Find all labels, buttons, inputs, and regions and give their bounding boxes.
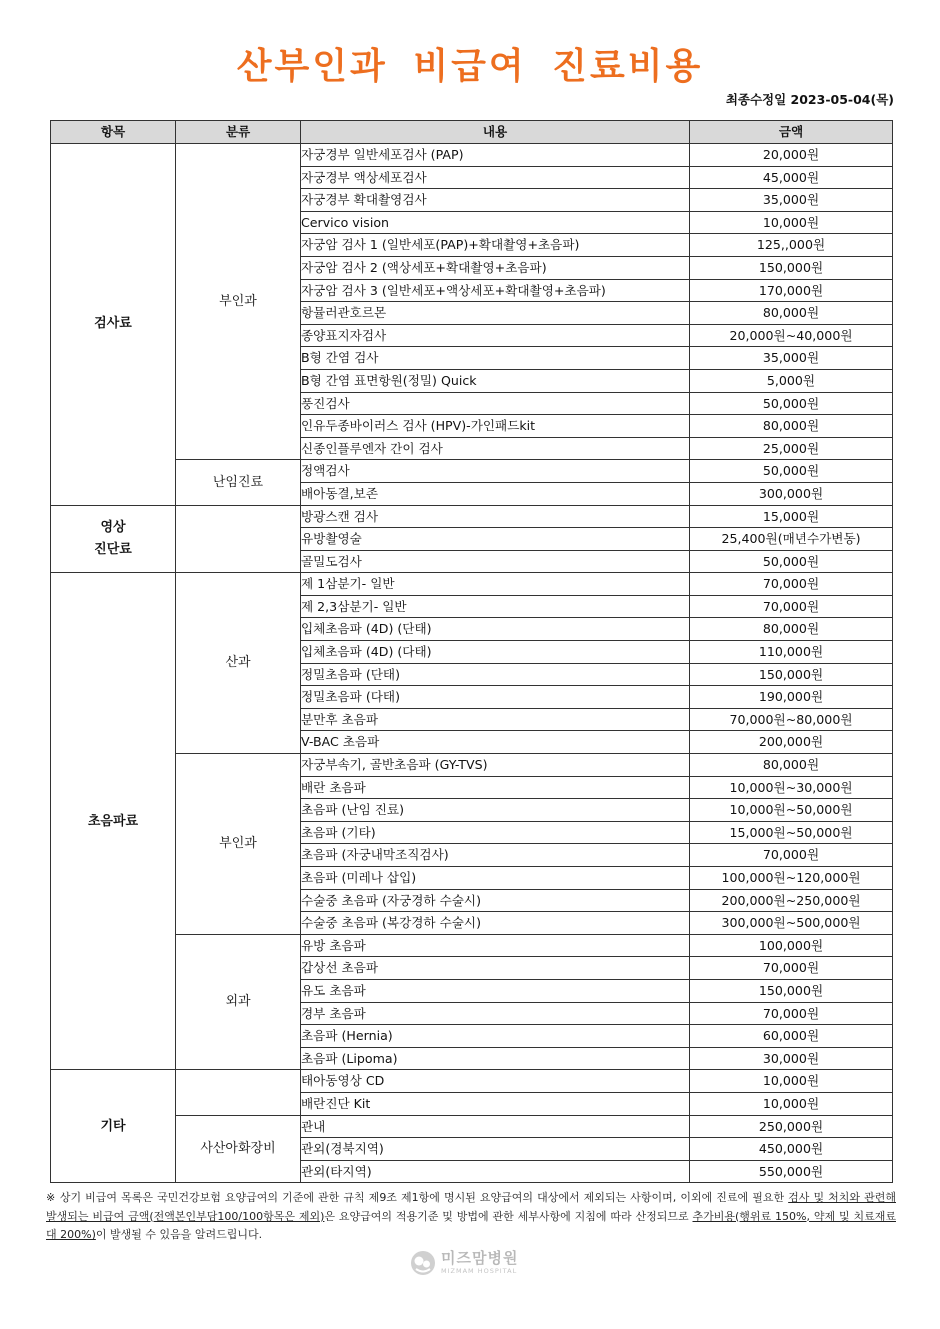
row-price: 300,000원 [690, 482, 893, 505]
row-price: 150,000원 [690, 663, 893, 686]
row-price: 150,000원 [690, 979, 893, 1002]
group-category [176, 505, 301, 573]
fee-table-body [51, 144, 893, 1183]
row-price: 10,000원~50,000원 [690, 799, 893, 822]
section-item: 초음파료 [51, 573, 176, 1070]
note-text-2: 은 요양급여의 적용기준 및 방법에 관한 세부사항에 지침에 따라 산정되므로 [324, 1209, 693, 1223]
row-description: 수술중 초음파 (복강경하 수술시) [301, 912, 690, 935]
row-description: 인유두종바이러스 검사 (HPV)-가인패드kit [301, 415, 690, 438]
row-description: 풍진검사 [301, 392, 690, 415]
row-price: 110,000원 [690, 641, 893, 664]
page-title: 산부인과 비급여 진료비용 [236, 46, 704, 87]
row-description: 배아동결,보존 [301, 482, 690, 505]
last-updated-date: 최종수정일 2023-05-04(목) [725, 92, 894, 107]
row-price: 80,000원 [690, 754, 893, 777]
row-description: 초음파 (난임 진료) [301, 799, 690, 822]
row-description: 초음파 (기타) [301, 821, 690, 844]
row-description: 초음파 (Lipoma) [301, 1047, 690, 1070]
row-price: 15,000원 [690, 505, 893, 528]
row-description: 자궁경부 액상세포검사 [301, 166, 690, 189]
row-description: 입체초음파 (4D) (다태) [301, 641, 690, 664]
row-price: 10,000원~30,000원 [690, 776, 893, 799]
row-description: 제 1삼분기- 일반 [301, 573, 690, 596]
row-description: 종양표지자검사 [301, 324, 690, 347]
row-price: 150,000원 [690, 256, 893, 279]
hospital-logo [410, 1250, 518, 1276]
row-price: 15,000원~50,000원 [690, 821, 893, 844]
group-category: 난임진료 [176, 460, 301, 505]
header-content: 내용 [301, 121, 690, 144]
group-category [176, 1070, 301, 1115]
row-price: 450,000원 [690, 1138, 893, 1161]
row-description: V-BAC 초음파 [301, 731, 690, 754]
row-description: 유도 초음파 [301, 979, 690, 1002]
row-description: 관내 [301, 1115, 690, 1138]
row-description: 자궁암 검사 1 (일반세포(PAP)+확대촬영+초음파) [301, 234, 690, 257]
row-description: 배란 초음파 [301, 776, 690, 799]
row-price: 200,000원 [690, 731, 893, 754]
row-price: 70,000원~80,000원 [690, 708, 893, 731]
row-description: 자궁암 검사 2 (액상세포+확대촬영+초음파) [301, 256, 690, 279]
note-text-1: ※ 상기 비급여 목록은 국민건강보험 요양급여의 기준에 관한 규칙 제9조 제1항에 명시된 요양급여의 대상에서 제외되는 사항이며, 이외에 진료에 필요한 [46, 1191, 789, 1204]
table-row [51, 144, 893, 167]
row-description: 방광스캔 검사 [301, 505, 690, 528]
table-row [51, 505, 893, 528]
row-description: 배란진단 Kit [301, 1092, 690, 1115]
row-description: 자궁부속기, 골반초음파 (GY-TVS) [301, 754, 690, 777]
row-description: 유방 초음파 [301, 934, 690, 957]
row-description: B형 간염 표면항원(정밀) Quick [301, 369, 690, 392]
row-price: 70,000원 [690, 844, 893, 867]
row-description: 정밀초음파 (단태) [301, 663, 690, 686]
row-price: 550,000원 [690, 1160, 893, 1183]
row-description: 정밀초음파 (다태) [301, 686, 690, 709]
header-price: 금액 [690, 121, 893, 144]
row-price: 80,000원 [690, 415, 893, 438]
section-item: 기타 [51, 1070, 176, 1183]
row-price: 25,000원 [690, 437, 893, 460]
row-description: 자궁경부 일반세포검사 (PAP) [301, 144, 690, 167]
section-item: 영상 진단료 [51, 505, 176, 573]
row-price: 30,000원 [690, 1047, 893, 1070]
row-description: 관외(타지역) [301, 1160, 690, 1183]
row-description: 입체초음파 (4D) (단태) [301, 618, 690, 641]
row-price: 200,000원~250,000원 [690, 889, 893, 912]
header-item: 항목 [51, 121, 176, 144]
row-description: 골밀도검사 [301, 550, 690, 573]
row-price: 5,000원 [690, 369, 893, 392]
row-description: 태아동영상 CD [301, 1070, 690, 1093]
note-underline-1: 검사 및 처치와 관련해 발생되는 비급여 금액(전액본인부담100/100항목은 제외) [46, 1191, 896, 1223]
row-price: 35,000원 [690, 189, 893, 212]
group-category: 산과 [176, 573, 301, 754]
row-price: 50,000원 [690, 392, 893, 415]
row-price: 100,000원~120,000원 [690, 867, 893, 890]
row-description: 자궁경부 확대촬영검사 [301, 189, 690, 212]
group-category: 외과 [176, 934, 301, 1070]
row-price: 50,000원 [690, 460, 893, 483]
table-row [51, 934, 893, 957]
row-description: 관외(경북지역) [301, 1138, 690, 1161]
logo-name-ko: 미즈맘병원 [441, 1249, 519, 1268]
row-price: 170,000원 [690, 279, 893, 302]
row-description: 제 2,3삼분기- 일반 [301, 595, 690, 618]
row-description: 수술중 초음파 (자궁경하 수술시) [301, 889, 690, 912]
header-category: 분류 [176, 121, 301, 144]
row-description: 유방촬영술 [301, 528, 690, 551]
row-price: 70,000원 [690, 1002, 893, 1025]
row-description: 신종인플루엔자 간이 검사 [301, 437, 690, 460]
row-description: 초음파 (미레나 삽입) [301, 867, 690, 890]
group-category: 사산아화장비 [176, 1115, 301, 1183]
table-row [51, 1115, 893, 1138]
row-price: 80,000원 [690, 302, 893, 325]
row-price: 20,000원 [690, 144, 893, 167]
group-category: 부인과 [176, 144, 301, 460]
note-underline-2: 추가비용(행위료 150%, 약제 및 치료재료대 200%) [46, 1209, 896, 1242]
row-price: 50,000원 [690, 550, 893, 573]
row-price: 25,400원(매년수가변동) [690, 528, 893, 551]
table-row [51, 573, 893, 596]
section-item: 검사료 [51, 144, 176, 506]
row-price: 100,000원 [690, 934, 893, 957]
row-price: 10,000원 [690, 1070, 893, 1093]
hospital-logo-icon [410, 1250, 436, 1276]
row-price: 70,000원 [690, 595, 893, 618]
row-price: 300,000원~500,000원 [690, 912, 893, 935]
row-price: 70,000원 [690, 573, 893, 596]
row-price: 35,000원 [690, 347, 893, 370]
table-row [51, 1070, 893, 1093]
row-description: 갑상선 초음파 [301, 957, 690, 980]
row-price: 45,000원 [690, 166, 893, 189]
row-price: 250,000원 [690, 1115, 893, 1138]
row-description: 정액검사 [301, 460, 690, 483]
row-price: 10,000원 [690, 1092, 893, 1115]
row-description: 자궁암 검사 3 (일반세포+액상세포+확대촬영+초음파) [301, 279, 690, 302]
disclaimer-note [46, 1189, 896, 1245]
row-description: Cervico vision [301, 211, 690, 234]
row-description: 초음파 (자궁내막조직검사) [301, 844, 690, 867]
row-description: 초음파 (Hernia) [301, 1025, 690, 1048]
note-text-3: 이 발생될 수 있음을 알려드립니다. [95, 1228, 263, 1242]
fee-table [50, 120, 893, 1183]
table-header-row [51, 121, 893, 144]
row-price: 70,000원 [690, 957, 893, 980]
row-description: 항뮬러관호르몬 [301, 302, 690, 325]
logo-name-en: MIZMAM HOSPITAL [441, 1267, 518, 1276]
row-price: 20,000원~40,000원 [690, 324, 893, 347]
table-row [51, 754, 893, 777]
row-description: 분만후 초음파 [301, 708, 690, 731]
row-description: 경부 초음파 [301, 1002, 690, 1025]
group-category: 부인과 [176, 754, 301, 935]
row-price: 10,000원 [690, 211, 893, 234]
table-row [51, 460, 893, 483]
row-price: 80,000원 [690, 618, 893, 641]
row-description: B형 간염 검사 [301, 347, 690, 370]
row-price: 125,,000원 [690, 234, 893, 257]
row-price: 60,000원 [690, 1025, 893, 1048]
row-price: 190,000원 [690, 686, 893, 709]
